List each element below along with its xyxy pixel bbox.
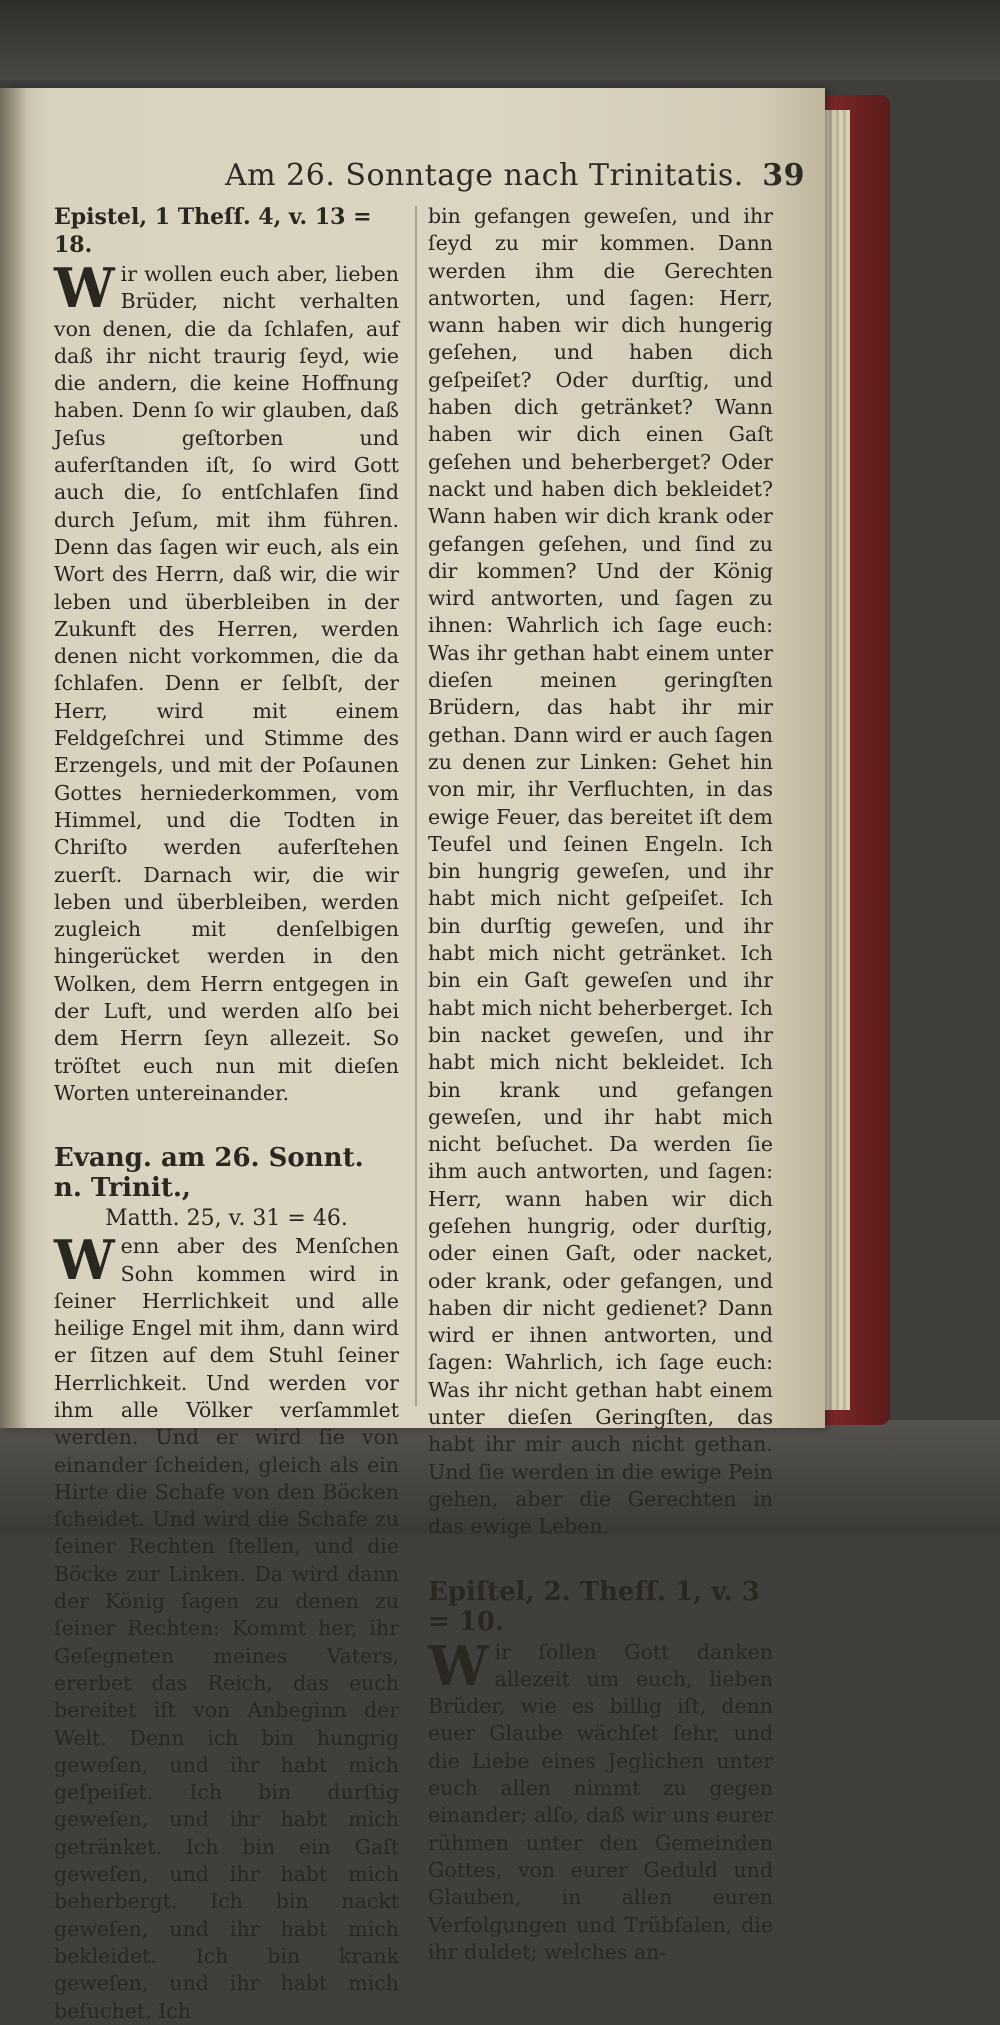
gospel-reference: Matth. 25, v. 31 = 46. xyxy=(105,1206,348,1232)
epistle2-dropcap: W xyxy=(428,1633,489,1698)
gospel-paragraph xyxy=(54,1228,399,2025)
gutter-shadow xyxy=(0,88,28,1428)
left-column xyxy=(54,203,399,2025)
epistle-text: ir wollen euch aber, lieben Brüder, nicht verhalten von denen, die da ſchlafen, auf daß ihr nicht traurig ſeyd, wie die andern, die keine Hoffnung haben. Denn ſo wir glauben, daß Jeſus geſtorben und auferſtanden iſt, ſo wird Gott auch die, ſo entſchlafen ſind durch Jeſum, mit ihm führen. Denn das ſagen wir euch, als ein Wort des Herrn, daß wir, die wir leben und überbleiben in der Zukunft des Herren, werden denen nicht vorkommen, die da ſchlafen. Denn er ſelbſt, der Herr, wird mit einem Feldgeſchrei und Stimme des Erzengels, und mit der Poſaunen Gottes herniederkommen, vom Himmel, und die Todten in Chriſto werden auferſtehen zuerſt. Darnach wir, die wir leben und überbleiben, werden zugleich mit denſelbigen hingerücket werden in den Wolken, dem Herrn entgegen in der Luft, und werden alſo bei dem Herrn ſeyn allezeit. So tröſtet euch nun mit dieſen Worten untereinander. xyxy=(54,262,399,1105)
epistle2-text: ir ſollen Gott danken allezeit um euch, lieben Brüder, wie es billig iſt, denn euer Glaube wächſet ſehr, und die Liebe eines Jeglichen unter euch allen nimmt zu gegen einander; alſo, daß wir uns eurer rühmen unter den Gemeinden Gottes, von eurer Geduld und Glauben, in allen euren Verfolgungen und Trübſalen, die ihr duldet; welches an- xyxy=(428,1639,773,1964)
epistle-heading: Epistel, 1 Theſſ. 4, v. 13 = 18. xyxy=(54,204,372,258)
epistle2-paragraph xyxy=(428,1633,773,1967)
page-number: 39 xyxy=(762,158,805,193)
epistle-paragraph xyxy=(54,256,399,1107)
running-head xyxy=(225,158,805,193)
running-head-title: Am 26. Sonntage nach Trinitatis. xyxy=(225,158,744,193)
gospel-heading: Evang. am 26. Sonnt. n. Trinit., xyxy=(54,1143,364,1204)
column-divider xyxy=(415,206,417,1406)
scan-background-top xyxy=(0,0,1000,80)
gospel-continued-paragraph: bin gefangen geweſen, und ihr ſeyd zu mir kommen. Dann werden ihm die Gerechten antworten, und ſagen: Herr, wann haben wir dich hungerig geſehen, und haben dich geſpeiſet? Oder durſtig, und haben dich getränket? Wann haben wir dich einen Gaſt geſehen und beherberget? Oder nackt und haben dich bekleidet? Wann haben wir dich krank oder gefangen geſehen, und ſind zu dir kommen? Und der König wird antworten, und ſagen zu ihnen: Wahrlich ich ſage euch: Was ihr gethan habt einem unter dieſen meinen geringſten Brüdern, das habt ihr mir gethan. Dann wird er auch ſagen zu denen zur Linken: Gehet hin von mir, ihr Verfluchten, in das ewige Feuer, das bereitet iſt dem Teufel und ſeinen Engeln. Ich bin hungrig geweſen, und ihr habt mich nicht geſpeiſet. Ich bin durſtig geweſen, und ihr habt mich nicht getränket. Ich bin ein Gaſt geweſen und ihr habt mich nicht beherberget. Ich bin nacket geweſen, und ihr habt mich nicht bekleidet. Ich bin krank und gefangen geweſen, und ihr habt mich nicht beſuchet. Da werden ſie ihm auch antworten, und ſagen: Herr, wann haben wir dich geſehen hungrig, oder durſtig, oder einen Gaſt, oder nacket, oder krank, oder gefangen, und haben dir nicht gedienet? Dann wird er ihnen antworten, und ſagen: Wahrlich, ich ſage euch: Was ihr nicht gethan habt einem unter dieſen Geringſten, das habt ihr mir auch nicht gethan. Und ſie werden in die ewige Pein gehen, aber die Gerechten in das ewige Leben. xyxy=(428,204,773,1539)
book-page xyxy=(0,88,825,2023)
gospel-dropcap: W xyxy=(54,1228,115,1293)
right-column xyxy=(428,203,773,1966)
epistle2-heading: Epiſtel, 2. Theſſ. 1, v. 3 = 10. xyxy=(428,1576,760,1637)
epistle-dropcap: W xyxy=(54,256,115,320)
gospel-text: enn aber des Menſchen Sohn kommen wird in ſeiner Herrlichkeit und alle heilige Engel mit ihm, dann wird er ſitzen auf dem Stuhl ſeiner Herrlichkeit. Und werden vor ihm alle Völker verſammlet werden. Und er wird ſie von einander ſcheiden, gleich als ein Hirte die Schafe von den Böcken ſcheidet. Und wird die Schafe zu ſeiner Rechten ſtellen, und die Böcke zur Linken. Da wird dann der König ſagen zu denen zu ſeiner Rechten: Kommt her, ihr Geſegneten meines Vaters, ererbet das Reich, das euch bereitet iſt von Anbeginn der Welt. Denn ich bin hungrig geweſen, und ihr habt mich geſpeiſet. Ich bin durſtig geweſen, und ihr habt mich getränket. Ich bin ein Gaſt geweſen, und ihr habt mich beherbergt. Ich bin nackt geweſen, und ihr habt mich bekleidet. Ich bin krank geweſen, und ihr habt mich beſuchet. Ich xyxy=(54,1234,399,2023)
